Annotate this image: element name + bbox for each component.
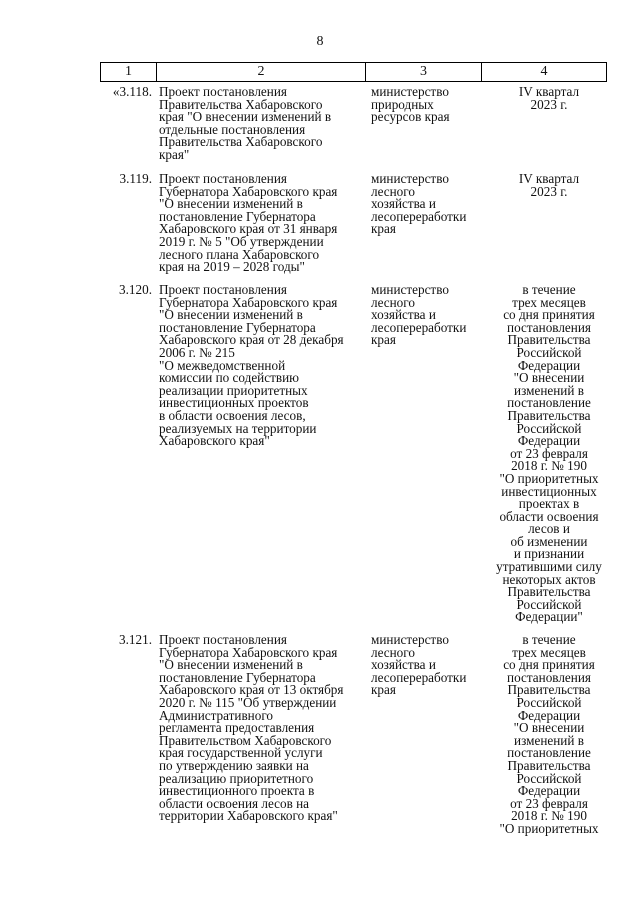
text-line: инвестиционного проекта в: [159, 783, 315, 799]
text-line: Проект постановления: [159, 282, 287, 297]
row-department: [371, 634, 483, 697]
text-line: трех месяцев: [512, 294, 586, 310]
text-line: Губернатора Хабаровского края: [159, 644, 338, 660]
text-line: Российской: [516, 596, 582, 612]
text-line: хозяйства и: [371, 196, 436, 212]
text-line: Проект постановления: [159, 84, 287, 99]
page-number: 8: [316, 34, 324, 49]
text-line: "О приоритетных: [499, 820, 599, 836]
text-line: лесного: [371, 644, 415, 660]
text-line: "О приоритетных: [499, 470, 599, 486]
column-header-2: 2: [157, 63, 366, 82]
text-line: постановление Губернатора: [159, 669, 316, 685]
text-line: Административного: [159, 707, 274, 723]
text-line: хозяйства и: [371, 307, 436, 323]
text-line: отдельные постановления: [159, 121, 306, 137]
row-term: [488, 86, 610, 111]
text-line: лесного: [371, 183, 415, 199]
text-line: края государственной услуги: [159, 745, 323, 761]
text-line: постановления: [507, 319, 591, 335]
text-line: в течение: [522, 632, 576, 647]
text-line: Федерации: [517, 783, 581, 799]
column-header-4: 4: [482, 63, 607, 82]
text-line: Правительства: [507, 584, 591, 600]
text-line: некоторых актов: [502, 571, 596, 587]
text-line: лесного: [371, 294, 415, 310]
text-line: лесного плана Хабаровского: [159, 246, 320, 262]
text-line: "О внесении изменений в: [159, 657, 303, 673]
text-line: края "О внесении изменений в: [159, 109, 332, 125]
text-line: Российской: [516, 770, 582, 786]
text-line: 2023 г.: [530, 183, 568, 199]
text-line: 2018 г. № 190: [511, 458, 587, 474]
text-line: IV квартал: [518, 84, 580, 99]
text-line: лесопереработки: [371, 319, 467, 335]
text-line: министерство: [371, 282, 449, 297]
text-line: инвестиционных проектов: [159, 395, 309, 411]
column-header-3: 3: [366, 63, 482, 82]
text-line: постановление Губернатора: [159, 208, 316, 224]
text-line: от 23 февраля: [510, 445, 588, 461]
text-line: 2006 г. № 215: [159, 344, 235, 360]
text-line: постановление Губернатора: [159, 319, 316, 335]
text-line: Хабаровского края от 13 октября: [159, 682, 344, 698]
text-line: в области освоения лесов,: [159, 407, 306, 423]
text-line: со дня принятия: [503, 307, 595, 323]
row-number: 3.120.: [119, 282, 152, 297]
text-line: Правительства: [507, 332, 591, 348]
row-term: [488, 634, 610, 836]
text-line: Правительства Хабаровского: [159, 96, 323, 112]
text-line: "О внесении изменений в: [159, 307, 303, 323]
text-line: со дня принятия: [503, 657, 595, 673]
text-line: территории Хабаровского края": [159, 808, 338, 824]
text-line: Федерации: [517, 433, 581, 449]
text-line: министерство: [371, 632, 449, 647]
text-line: лесопереработки: [371, 208, 467, 224]
text-line: лесов и: [528, 521, 570, 537]
text-line: Хабаровского края от 28 декабря: [159, 332, 344, 348]
text-line: 2019 г. № 5 "Об утверждении: [159, 233, 324, 249]
row-term: [488, 284, 610, 624]
text-line: "О внесении изменений в: [159, 196, 303, 212]
text-line: края: [371, 682, 396, 698]
text-line: регламента предоставления: [159, 720, 315, 736]
text-line: "О внесении: [513, 720, 585, 736]
text-line: реализацию приоритетного: [159, 770, 314, 786]
text-line: области освоения лесов на: [159, 795, 310, 811]
text-line: Правительства: [507, 407, 591, 423]
row-number: 3.119.: [119, 171, 152, 186]
text-line: постановление: [507, 395, 591, 411]
row-department: [371, 284, 483, 347]
text-line: Правительством Хабаровского: [159, 732, 332, 748]
text-line: лесопереработки: [371, 669, 467, 685]
row-number: 3.121.: [119, 632, 152, 647]
text-line: Российской: [516, 344, 582, 360]
text-line: проектах в: [518, 496, 580, 512]
text-line: утратившими силу: [496, 559, 602, 575]
text-line: изменений в: [514, 382, 584, 398]
text-line: министерство: [371, 84, 449, 99]
text-line: Федерации: [517, 707, 581, 723]
text-line: "О межведомственной: [159, 357, 286, 373]
text-line: изменений в: [514, 732, 584, 748]
text-line: хозяйства и: [371, 657, 436, 673]
text-line: края на 2019 – 2028 годы": [159, 259, 305, 275]
text-line: области освоения: [499, 508, 599, 524]
text-line: комиссии по содействию: [159, 370, 299, 386]
row-description: [159, 634, 364, 823]
text-line: в течение: [522, 282, 576, 297]
text-line: и признании: [513, 546, 585, 562]
text-line: министерство: [371, 171, 449, 186]
text-line: Губернатора Хабаровского края: [159, 294, 338, 310]
text-line: Российской: [516, 420, 582, 436]
text-line: Федерации": [515, 609, 583, 625]
text-line: Губернатора Хабаровского края: [159, 183, 338, 199]
row-department: [371, 86, 483, 124]
text-line: трех месяцев: [512, 644, 586, 660]
text-line: реализуемых на территории: [159, 420, 317, 436]
text-line: реализации приоритетных: [159, 382, 308, 398]
text-line: Российской: [516, 694, 582, 710]
text-line: от 23 февраля: [510, 795, 588, 811]
text-line: постановления: [507, 669, 591, 685]
text-line: 2018 г. № 190: [511, 808, 587, 824]
row-description: [159, 173, 364, 274]
text-line: 2020 г. № 115 "Об утверждении: [159, 694, 337, 710]
row-department: [371, 173, 483, 236]
text-line: IV квартал: [518, 171, 580, 186]
text-line: Правительства: [507, 682, 591, 698]
text-line: Проект постановления: [159, 632, 287, 647]
text-line: ресурсов края: [371, 109, 450, 125]
text-line: 2023 г.: [530, 96, 568, 112]
text-line: Правительства: [507, 757, 591, 773]
text-line: Проект постановления: [159, 171, 287, 186]
text-line: по утверждению заявки на: [159, 757, 309, 773]
row-number: «3.118.: [112, 84, 152, 99]
text-line: Правительства Хабаровского: [159, 134, 323, 150]
column-header-table: [100, 62, 607, 82]
text-line: края: [371, 221, 396, 237]
text-line: Хабаровского края": [159, 433, 270, 449]
text-line: природных: [371, 96, 434, 112]
text-line: края: [371, 332, 396, 348]
row-term: [488, 173, 610, 198]
text-line: об изменении: [510, 533, 588, 549]
row-description: [159, 284, 364, 448]
text-line: инвестиционных: [501, 483, 597, 499]
text-line: "О внесении: [513, 370, 585, 386]
row-description: [159, 86, 364, 162]
text-line: постановление: [507, 745, 591, 761]
text-line: Федерации: [517, 357, 581, 373]
text-line: края": [159, 146, 190, 162]
column-header-1: 1: [101, 63, 157, 82]
text-line: Хабаровского края от 31 января: [159, 221, 338, 237]
